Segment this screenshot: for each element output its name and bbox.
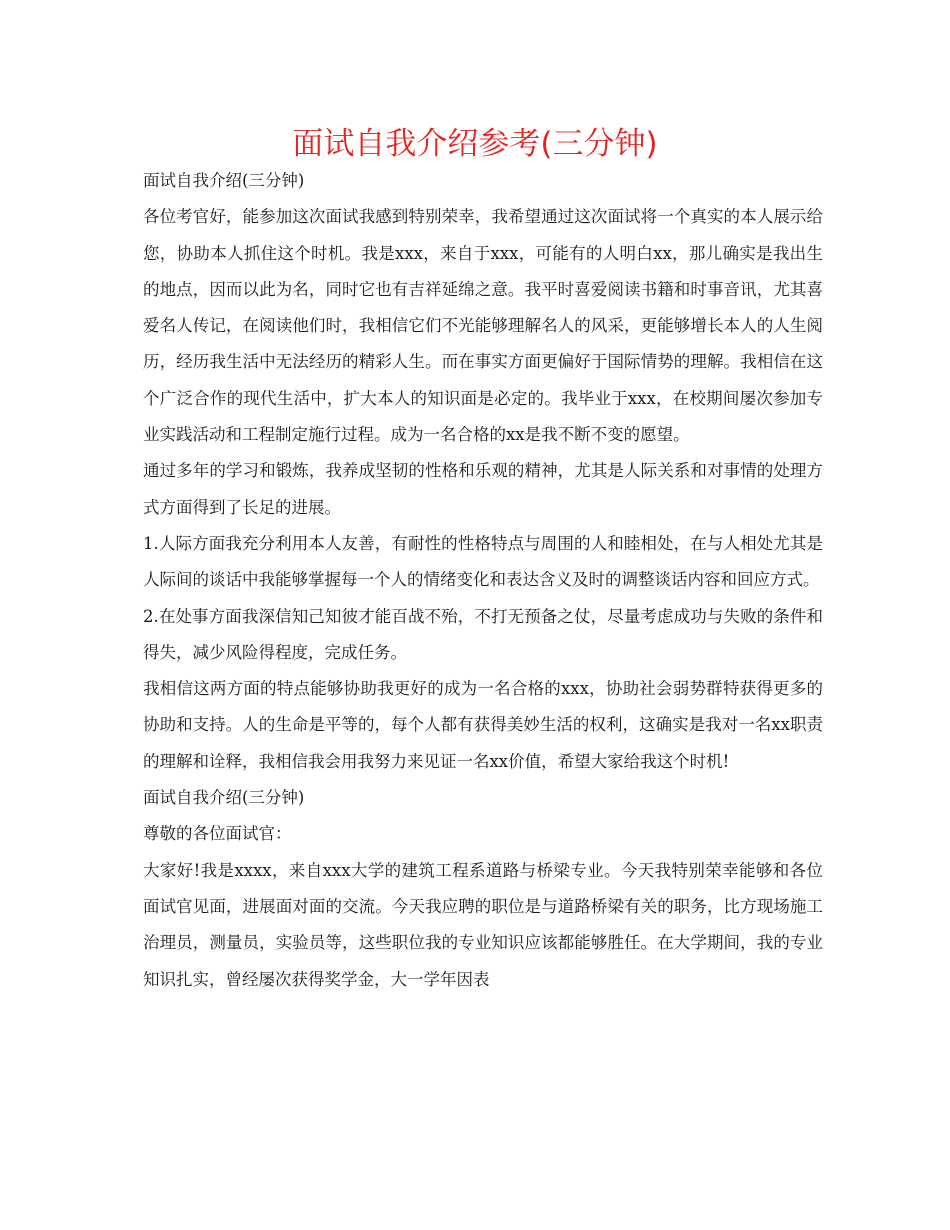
numbered-item: 1.人际方面我充分利用本人友善，有耐性的性格特点与周围的人和睦相处，在与人相处尤其是人际间的谈话中我能够掌握每一个人的情绪变化和表达含义及时的调整谈话内容和回应方式。 (143, 533, 823, 590)
document-title: 面试自我介绍参考(三分钟) (292, 126, 658, 162)
paragraph: 大家好!我是xxxx，来自xxx大学的建筑工程系道路与桥梁专业。今天我特别荣幸能够和各位面试官见面，进展面对面的交流。今天我应聘的职位是与道路桥梁有关的职务，比方现场施工治理员，测量员，实验员等，这些职位我的专业知识应该都能够胜任。在大学期间，我的专业知识扎实，曾经屡次获得奖学金，大一学年因表 (143, 860, 823, 989)
paragraph: 各位考官好，能参加这次面试我感到特别荣幸，我希望通过这次面试将一个真实的本人展示给您，协助本人抓住这个时机。我是xxx，来自于xxx，可能有的人明白xx，那儿确实是我出生的地点，因而以此为名，同时它也有吉祥延绵之意。我平时喜爱阅读书籍和时事音讯，尤其喜爱名人传记，在阅读他们时，我相信它们不光能够理解名人的风采，更能够增长本人的人生阅历，经历我生活中无法经历的精彩人生。而在事实方面更偏好于国际情势的理解。我相信在这个广泛合作的现代生活中，扩大本人的知识面是必定的。我毕业于xxx，在校期间屡次参加专业实践活动和工程制定施行过程。成为一名合格的xx是我不断不变的愿望。 (143, 207, 823, 445)
paragraph: 我相信这两方面的特点能够协助我更好的成为一名合格的xxx，协助社会弱势群特获得更多的协助和支持。人的生命是平等的，每个人都有获得美妙生活的权利，这确实是我对一名xx职责的理解和诠释，我相信我会用我努力来见证一名xx价值，希望大家给我这个时机! (143, 679, 823, 771)
numbered-item: 2.在处事方面我深信知己知彼才能百战不殆，不打无预备之仗，尽量考虑成功与失败的条件和得失，减少风险得程度，完成任务。 (143, 606, 823, 662)
section-heading: 面试自我介绍(三分钟) (143, 788, 305, 808)
paragraph: 通过多年的学习和锻炼，我养成坚韧的性格和乐观的精神，尤其是人际关系和对事情的处理方式方面得到了长足的进展。 (143, 461, 823, 517)
section-heading: 面试自我介绍(三分钟) (143, 171, 305, 190)
document-body (143, 163, 823, 998)
salutation: 尊敬的各位面试官： (143, 824, 292, 844)
